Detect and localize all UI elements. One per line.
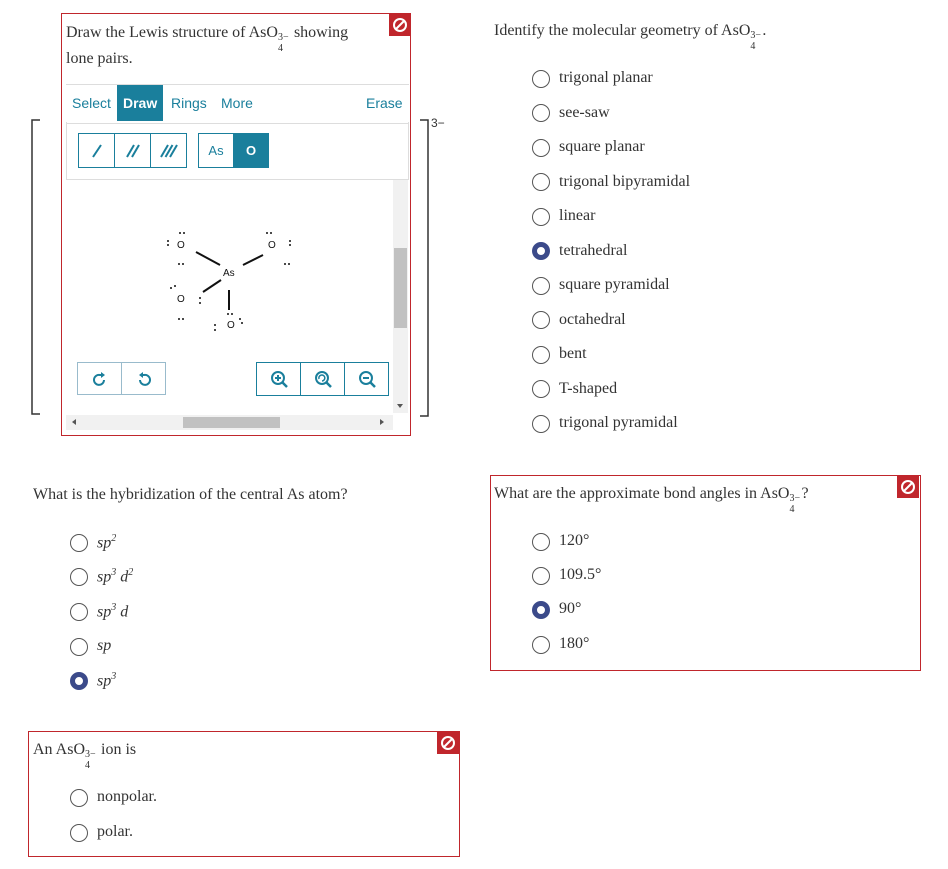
forbidden-icon [897,476,919,498]
geometry-option-3: trigonal bipyramidal [559,173,691,190]
angle-option-2: 90° [559,600,582,617]
zoom-out-icon [358,370,376,388]
geometry-question-text: Identify the molecular geometry of AsO 3− 4 . [494,22,767,52]
hybrid-option-sp3d2: $sp^3$ $d^2$ [97,567,134,586]
zoom-in-button[interactable] [256,362,301,396]
polarity-option-1: polar. [97,823,133,840]
erase-tab[interactable]: Erase [366,95,403,111]
oxygen-atom-bottom[interactable]: O [227,320,235,331]
undo-icon [92,371,108,387]
draw-tab[interactable]: Draw [117,85,163,121]
geometry-radio-9[interactable] [532,380,550,398]
hybrid-option-sp3: $sp^3$ [97,671,117,690]
geometry-option-0: trigonal planar [559,69,653,86]
hybrid-option-sp: sp [97,637,112,654]
geometry-option-10: trigonal pyramidal [559,414,678,431]
angle-radio-1[interactable] [532,567,550,585]
geometry-option-6: square pyramidal [559,276,670,293]
redo-icon [136,371,152,387]
angle-radio-2[interactable] [532,601,550,619]
geometry-radio-6[interactable] [532,277,550,295]
atom-o-button[interactable]: O [233,133,269,168]
polarity-question-text: An AsO 3− 4 ion is [33,741,137,771]
hybrid-radio-0[interactable] [70,534,88,552]
angle-radio-0[interactable] [532,533,550,551]
rings-tab[interactable]: Rings [171,95,207,111]
geometry-radio-8[interactable] [532,346,550,364]
bond-angle-question-text: What are the approximate bond angles in AsO 3− 4 ? [494,485,809,515]
angle-option-0: 120° [559,532,590,549]
polarity-radio-1[interactable] [70,824,88,842]
angle-radio-3[interactable] [532,636,550,654]
geometry-radio-7[interactable] [532,311,550,329]
bond-angle-question-frame [490,475,921,671]
hybrid-option-sp2: $sp^2$ [97,533,117,552]
ion-charge: 3− [431,116,445,130]
zoom-reset-icon [314,370,332,388]
geometry-radio-0[interactable] [532,70,550,88]
central-atom-as[interactable]: As [223,268,235,279]
geometry-radio-2[interactable] [532,139,550,157]
hybrid-radio-4[interactable] [70,672,88,690]
geometry-option-4: linear [559,207,596,224]
zoom-out-button[interactable] [344,362,389,396]
polarity-radio-0[interactable] [70,789,88,807]
atom-as-button[interactable]: As [198,133,234,168]
vertical-scroll-thumb[interactable] [394,248,407,328]
zoom-reset-button[interactable] [300,362,345,396]
geometry-option-9: T-shaped [559,380,618,397]
geometry-option-2: square planar [559,138,645,155]
oxygen-atom-top-right[interactable]: O [268,240,276,251]
triple-bond-icon [159,143,179,159]
hybrid-option-sp3d: $sp^3$ d [97,602,129,621]
horizontal-scroll-thumb[interactable] [183,417,280,428]
polarity-option-0: nonpolar. [97,788,157,805]
vertical-scrollbar[interactable] [393,180,408,413]
geometry-option-1: see-saw [559,104,610,121]
geometry-option-5: tetrahedral [559,242,628,259]
forbidden-icon [437,732,459,754]
hybrid-radio-3[interactable] [70,638,88,656]
oxygen-atom-left[interactable]: O [177,294,185,305]
left-bracket [30,118,42,418]
triple-bond-button[interactable] [150,133,187,168]
double-bond-button[interactable] [114,133,151,168]
oxygen-atom-top-left[interactable]: O [177,240,185,251]
scroll-right-arrow[interactable] [380,419,384,425]
geometry-radio-4[interactable] [532,208,550,226]
single-bond-icon [89,143,105,159]
single-bond-button[interactable] [78,133,115,168]
hybrid-radio-1[interactable] [70,568,88,586]
angle-option-3: 180° [559,635,590,652]
lewis-question-text: Draw the Lewis structure of AsO 3− 4 showing lone pairs. [66,24,349,67]
horizontal-scrollbar[interactable] [66,415,393,430]
geometry-radio-1[interactable] [532,104,550,122]
geometry-option-8: bent [559,345,587,362]
more-tab[interactable]: More [221,95,253,111]
geometry-option-7: octahedral [559,311,626,328]
zoom-in-icon [270,370,288,388]
geometry-radio-3[interactable] [532,173,550,191]
hybrid-radio-2[interactable] [70,603,88,621]
scroll-left-arrow[interactable] [72,419,76,425]
geometry-radio-10[interactable] [532,415,550,433]
geometry-radio-5[interactable] [532,242,550,260]
undo-button[interactable] [77,362,122,395]
right-bracket [418,118,430,418]
redo-button[interactable] [121,362,166,395]
angle-option-1: 109.5° [559,566,602,583]
scroll-down-arrow[interactable] [397,404,403,408]
select-tab[interactable]: Select [72,95,111,111]
hybridization-question-text: What is the hybridization of the central As atom? [33,486,348,503]
double-bond-icon [124,143,142,159]
